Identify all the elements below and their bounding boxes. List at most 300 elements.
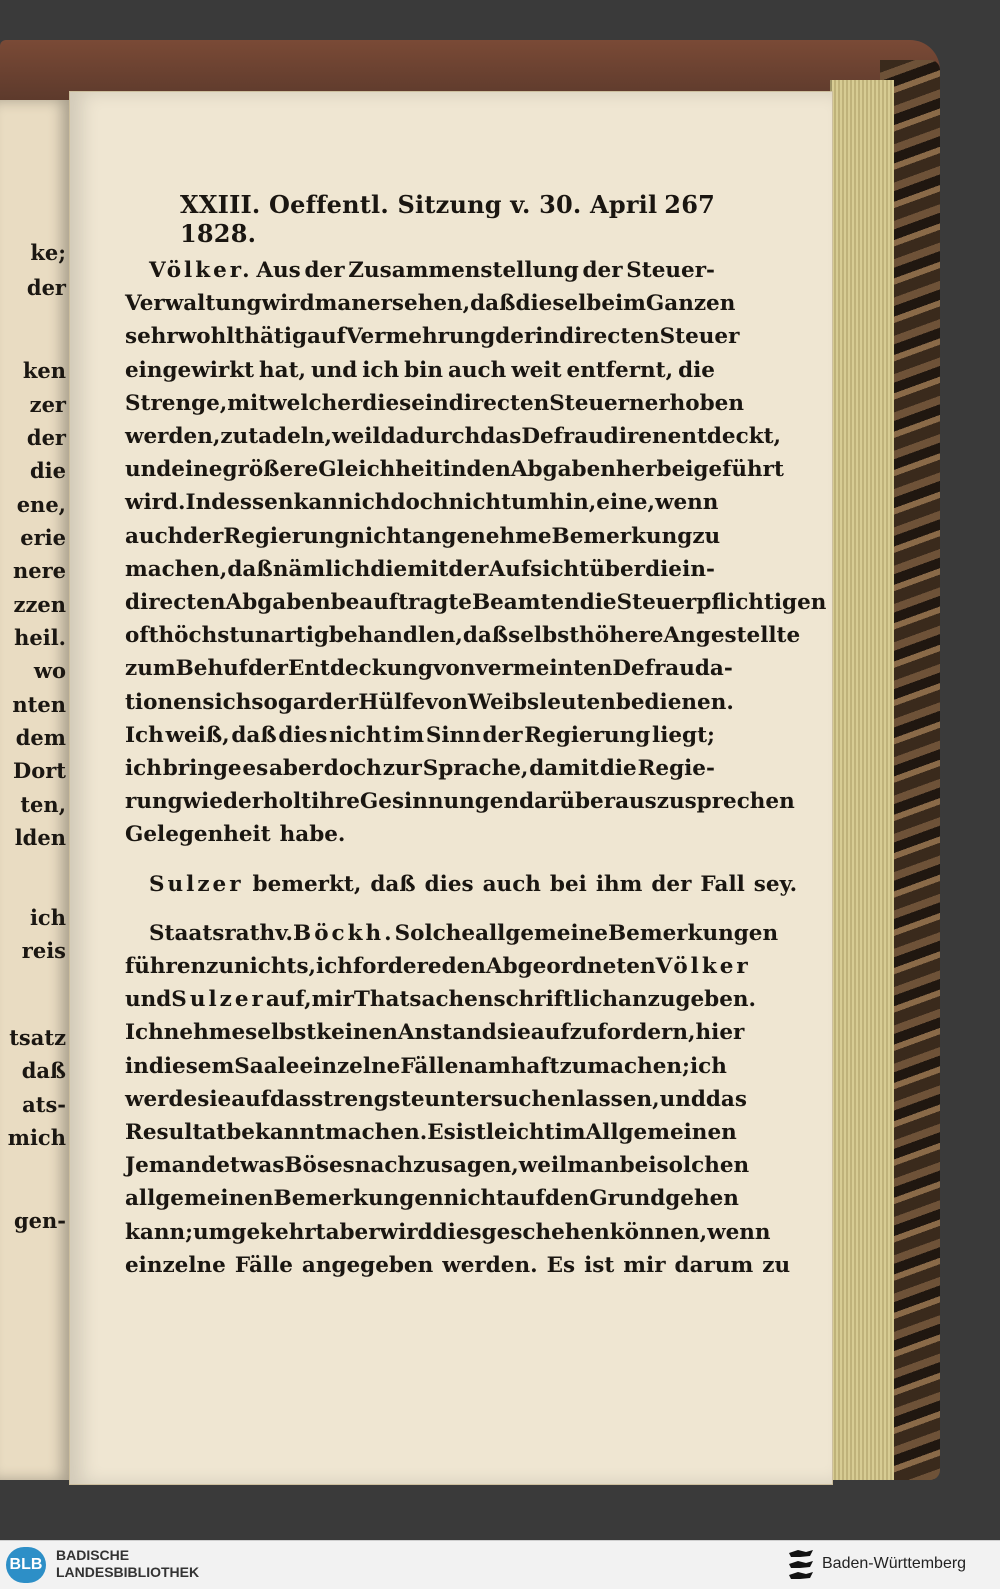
word: auch <box>125 523 184 549</box>
word: und <box>659 1086 706 1112</box>
left-fragment: Dort <box>13 758 66 783</box>
speaker-name: Böckh. <box>293 920 395 946</box>
word: Sinn <box>425 722 481 748</box>
word: sogar <box>251 689 319 715</box>
text-line <box>125 420 782 453</box>
left-fragment: lden <box>14 825 66 850</box>
header-title: XXIII. Oeffentl. Sitzung v. 30. April 1828. <box>180 190 658 248</box>
text-line <box>125 917 779 950</box>
word: ich <box>689 1053 727 1079</box>
word: weil <box>332 424 381 450</box>
word: Indessen <box>185 490 294 516</box>
word: die <box>370 556 408 582</box>
word: Gleichheit <box>318 457 443 483</box>
left-fragment: nere <box>12 558 66 583</box>
word: und <box>125 987 172 1013</box>
word: der <box>183 523 224 549</box>
word: Abgaben <box>225 590 331 616</box>
word: im <box>393 722 425 748</box>
word: untersuchen <box>424 1086 577 1112</box>
speaker-name: Völker <box>655 954 751 980</box>
left-fragment: mich <box>7 1125 66 1150</box>
text-line <box>125 586 827 619</box>
word: werde <box>125 1086 198 1112</box>
word: mir <box>623 1252 666 1278</box>
word: Bemerkung <box>551 523 693 549</box>
word: daß <box>231 722 277 748</box>
page-number: 267 <box>664 190 715 219</box>
word: daß <box>370 871 416 897</box>
left-fragment: zzen <box>13 592 66 617</box>
word: darüber <box>519 789 616 815</box>
word: nichts, <box>234 954 317 980</box>
word: allgemeinen <box>125 1186 274 1212</box>
word: Regie- <box>637 756 715 782</box>
word: Behuf <box>175 656 248 682</box>
left-fragment: tsatz <box>9 1025 66 1050</box>
word: Anstand <box>397 1020 497 1046</box>
word: directen <box>125 590 226 616</box>
word: bei <box>549 871 587 897</box>
word: in <box>442 457 467 483</box>
word: fordere <box>352 954 442 980</box>
word: rung <box>125 789 183 815</box>
word: sich <box>202 689 252 715</box>
word: Steuer- <box>626 258 715 283</box>
word: wird <box>379 1219 433 1245</box>
text-line <box>125 1149 750 1182</box>
word: sey. <box>753 871 798 897</box>
text-line <box>125 983 756 1016</box>
word: auch <box>482 871 541 897</box>
word: beauftragte <box>330 590 472 616</box>
word: allgemeine <box>475 920 608 946</box>
word: Staatsrath <box>149 920 276 946</box>
blb-name-line1: BADISCHE <box>56 1547 130 1563</box>
word: auf, <box>265 987 312 1013</box>
word: Beamten <box>471 590 580 616</box>
word: etwas <box>216 1153 285 1179</box>
word: bringe <box>162 756 242 782</box>
text-line <box>125 1050 727 1083</box>
word: habe. <box>279 822 346 848</box>
word: das <box>270 1086 312 1112</box>
word: dies <box>424 871 474 897</box>
word: selbst <box>508 623 580 649</box>
word: Sprache, <box>422 756 529 782</box>
word: bemerkt, <box>252 871 362 897</box>
word: schriftlich <box>493 987 619 1013</box>
paragraph <box>125 868 798 901</box>
word: Defrauda- <box>612 656 733 682</box>
word: die <box>579 590 617 616</box>
word: welcher <box>268 390 363 416</box>
word: ist <box>584 1252 615 1278</box>
text-line <box>125 1182 739 1215</box>
book-cover-top <box>0 40 940 100</box>
text-line <box>125 1116 737 1149</box>
word: Vermehrung <box>345 324 496 350</box>
word: einzelne <box>125 1252 226 1278</box>
word: doch <box>390 490 449 516</box>
word: ihm <box>595 871 643 897</box>
word: ich <box>316 954 353 980</box>
word: die <box>599 756 637 782</box>
word: Fall <box>700 871 745 897</box>
word: von <box>425 689 468 715</box>
word: höchst <box>158 623 240 649</box>
word: der <box>304 258 345 283</box>
word: dieselbe <box>515 291 615 317</box>
left-fragment: ats- <box>22 1092 66 1117</box>
word: ich <box>125 756 162 782</box>
word: von <box>432 656 476 682</box>
word: man <box>314 291 367 317</box>
word: machen, <box>125 556 228 582</box>
footer-bar <box>0 1540 1000 1589</box>
word: indirecten <box>535 324 660 350</box>
word: dies <box>432 1219 482 1245</box>
word: Weibsleuten <box>467 689 616 715</box>
word: weit <box>511 357 562 383</box>
text-line <box>125 254 715 287</box>
word: Ich <box>125 722 164 748</box>
word: Gesinnungen <box>359 789 520 815</box>
word: Jemand <box>125 1153 217 1179</box>
word: Es <box>427 1120 456 1146</box>
word: wiederholt <box>182 789 312 815</box>
word: kann; <box>125 1219 194 1245</box>
word: Thatsachen <box>353 987 494 1013</box>
word: gehen <box>665 1186 739 1212</box>
word: zur <box>382 756 422 782</box>
word: nachzusagen, <box>354 1153 519 1179</box>
word: Steuer <box>659 324 740 350</box>
word: erhoben <box>644 390 744 416</box>
word: auszusprechen <box>615 789 795 815</box>
word: man <box>567 1153 620 1179</box>
left-fragment: ke; <box>30 240 66 265</box>
left-fragment: gen- <box>13 1208 66 1233</box>
lions-icon <box>786 1547 816 1583</box>
word: eine <box>171 457 223 483</box>
word: zu <box>692 523 721 549</box>
word: leicht <box>485 1120 555 1146</box>
word: Zusammenstellung <box>348 258 579 283</box>
left-fragment: ken <box>22 358 66 383</box>
word: Ganzen <box>645 291 736 317</box>
word: Angestellte <box>663 623 801 649</box>
text-line <box>125 1249 791 1282</box>
word: Aus <box>256 258 301 283</box>
word: wird <box>261 291 315 317</box>
word: diese <box>362 390 425 416</box>
word: der <box>482 722 523 748</box>
text-line <box>125 1216 771 1249</box>
word: höhere <box>579 623 664 649</box>
word: in <box>125 1053 149 1079</box>
word: damit <box>529 756 600 782</box>
word: tionen <box>125 689 203 715</box>
paragraph <box>125 917 791 1282</box>
blb-name <box>56 1547 199 1581</box>
word: eingewirkt <box>125 357 255 383</box>
word: die <box>678 357 715 383</box>
left-fragment: heil. <box>14 625 66 650</box>
word: hat, <box>259 357 306 383</box>
word: nicht <box>349 523 412 549</box>
word: angenehme <box>411 523 552 549</box>
word: liegt; <box>652 722 715 748</box>
text-line <box>125 320 740 353</box>
word: wird. <box>125 490 186 516</box>
word: machen. <box>324 1120 428 1146</box>
blb-logo[interactable]: BLB <box>6 1547 46 1583</box>
word: Verwaltung <box>125 291 262 317</box>
left-fragment: reis <box>21 938 66 963</box>
speaker-name: Sulzer <box>149 871 244 897</box>
speaker-name: Völker. <box>149 258 253 283</box>
left-fragment: der <box>26 275 66 300</box>
page-text <box>125 190 827 1282</box>
word: Böses <box>284 1153 355 1179</box>
word: aber <box>325 1219 380 1245</box>
paragraph-gap <box>125 901 715 917</box>
word: größere <box>222 457 319 483</box>
word: Entdeckung <box>288 656 433 682</box>
text-line <box>125 1016 745 1049</box>
word: Fälle <box>234 1252 293 1278</box>
word: wenn <box>654 490 719 516</box>
text-line <box>125 354 715 387</box>
text-line <box>125 652 733 685</box>
text-line <box>125 520 721 553</box>
word: vermeinten <box>475 656 613 682</box>
left-fragment: nten <box>12 692 66 717</box>
word: eine, <box>596 490 655 516</box>
word: machen; <box>587 1053 690 1079</box>
word: Saale <box>234 1053 300 1079</box>
word: strengste <box>311 1086 425 1112</box>
word: tadeln, <box>248 424 333 450</box>
text-line <box>125 950 751 983</box>
word: Solche <box>394 920 476 946</box>
word: bei <box>619 1153 657 1179</box>
word: angegeben <box>301 1252 434 1278</box>
word: bedienen. <box>615 689 734 715</box>
word: es <box>242 756 269 782</box>
word: kann <box>293 490 354 516</box>
left-fragment: ene, <box>16 492 66 517</box>
word: mit <box>407 556 449 582</box>
word: unartig <box>239 623 329 649</box>
word: in- <box>682 556 715 582</box>
word: können, <box>609 1219 708 1245</box>
word: diesem <box>148 1053 235 1079</box>
word: zum <box>125 656 176 682</box>
word: anzugeben. <box>618 987 756 1013</box>
blb-name-line2: LANDESBIBLIOTHEK <box>56 1564 200 1580</box>
word: der <box>247 656 289 682</box>
word: umhin, <box>511 490 597 516</box>
left-page <box>0 100 72 1480</box>
word: auch <box>447 357 507 383</box>
word: mit <box>227 390 269 416</box>
word: im <box>554 1120 586 1146</box>
word: das <box>705 1086 747 1112</box>
page-edges <box>830 80 894 1480</box>
text-line <box>125 719 715 752</box>
word: den <box>544 1186 590 1212</box>
word: zu <box>762 1252 791 1278</box>
left-fragment: zer <box>29 392 66 417</box>
left-fragment: daß <box>21 1058 66 1083</box>
word: Resultat <box>125 1120 227 1146</box>
word: der <box>651 871 692 897</box>
paragraph <box>125 254 827 852</box>
word: der <box>318 689 359 715</box>
word: zu <box>206 954 234 980</box>
word: auf <box>231 1086 270 1112</box>
word: auf <box>506 1186 545 1212</box>
word: nicht <box>448 490 511 516</box>
word: ihre <box>311 789 360 815</box>
word: der <box>448 556 489 582</box>
word: einzelne <box>299 1053 401 1079</box>
text-line <box>125 553 715 586</box>
word: weil <box>518 1153 568 1179</box>
left-fragment: der <box>26 425 66 450</box>
word: und <box>310 357 358 383</box>
word: dies <box>278 722 328 748</box>
word: oft <box>125 623 159 649</box>
word: und <box>125 457 172 483</box>
word: geschehen <box>481 1219 610 1245</box>
word: ersehen, <box>366 291 471 317</box>
word: sie <box>197 1086 232 1112</box>
text-line <box>125 868 798 901</box>
word: aufzufordern, <box>530 1020 696 1046</box>
word: daß <box>470 291 516 317</box>
word: bekannt <box>226 1120 325 1146</box>
word: entfernt, <box>566 357 674 383</box>
word: entdeckt, <box>667 424 782 450</box>
left-fragment: dem <box>15 725 66 750</box>
word: über <box>589 556 645 582</box>
text-line <box>125 752 715 785</box>
word: nehme <box>163 1020 246 1046</box>
word: auf <box>307 324 346 350</box>
word: ich <box>353 490 391 516</box>
word: indirecten <box>424 390 550 416</box>
word: darum <box>674 1252 754 1278</box>
word: Hülfe <box>358 689 426 715</box>
left-fragment: ten, <box>20 792 66 817</box>
word: daß <box>227 556 273 582</box>
word: wenn <box>707 1219 771 1245</box>
word: Strenge, <box>125 390 228 416</box>
word: herbeigeführt <box>615 457 784 483</box>
text-line <box>125 453 784 486</box>
word: behandlen, <box>328 623 463 649</box>
word: dadurch <box>380 424 481 450</box>
word: Steuerpflichtigen <box>616 590 827 616</box>
word: v. <box>275 920 294 946</box>
paragraphs <box>125 254 827 1282</box>
word: nämlich <box>272 556 371 582</box>
word: zu <box>559 1053 588 1079</box>
word: die <box>645 556 682 582</box>
text-line <box>125 1083 747 1116</box>
word: Abgaben <box>510 457 616 483</box>
text-line <box>125 387 744 420</box>
text-line <box>125 619 801 652</box>
word: doch <box>323 756 382 782</box>
left-fragment: ich <box>29 905 66 930</box>
text-line <box>125 287 736 320</box>
word: bin <box>404 357 443 383</box>
word: im <box>615 291 646 317</box>
word: Es <box>546 1252 576 1278</box>
word: Steuern <box>549 390 645 416</box>
word: den <box>441 954 486 980</box>
word: Bemerkungen <box>607 920 779 946</box>
word: Grund <box>589 1186 666 1212</box>
word: selbst <box>245 1020 317 1046</box>
text-line <box>125 686 734 719</box>
word: werden, <box>125 424 221 450</box>
text-line <box>125 486 719 519</box>
word: sehr <box>125 324 178 350</box>
word: hier <box>695 1020 745 1046</box>
word: weiß, <box>165 722 230 748</box>
word: werden. <box>442 1252 538 1278</box>
word: nicht <box>329 722 392 748</box>
left-fragment: wo <box>33 658 66 683</box>
word: sie <box>496 1020 531 1046</box>
word: das <box>480 424 522 450</box>
word: zu <box>220 424 249 450</box>
bw-name[interactable]: Baden-Württemberg <box>822 1555 967 1572</box>
word: umgekehrt <box>193 1219 326 1245</box>
word: führen <box>125 954 207 980</box>
word: aber <box>269 756 323 782</box>
word: daß <box>462 623 509 649</box>
word: nicht <box>443 1186 507 1212</box>
word: Defraudiren <box>521 424 668 450</box>
word: solchen <box>656 1153 750 1179</box>
left-fragment: erie <box>20 525 66 550</box>
word: Aufsicht <box>488 556 590 582</box>
word: Allgemeinen <box>585 1120 737 1146</box>
running-header <box>180 190 715 248</box>
word: Bemerkungen <box>273 1186 444 1212</box>
word: ist <box>455 1120 486 1146</box>
word: ich <box>362 357 400 383</box>
text-line <box>125 785 795 818</box>
left-fragment: die <box>29 458 66 483</box>
word: namhaft <box>458 1053 560 1079</box>
word: der <box>495 324 536 350</box>
word: Gelegenheit <box>125 822 271 848</box>
word: keinen <box>316 1020 398 1046</box>
word: lassen, <box>576 1086 660 1112</box>
paragraph-gap <box>125 852 715 868</box>
word: Abgeordneten <box>485 954 656 980</box>
word: Regierung <box>524 722 651 748</box>
word: Ich <box>125 1020 164 1046</box>
word: der <box>582 258 623 283</box>
